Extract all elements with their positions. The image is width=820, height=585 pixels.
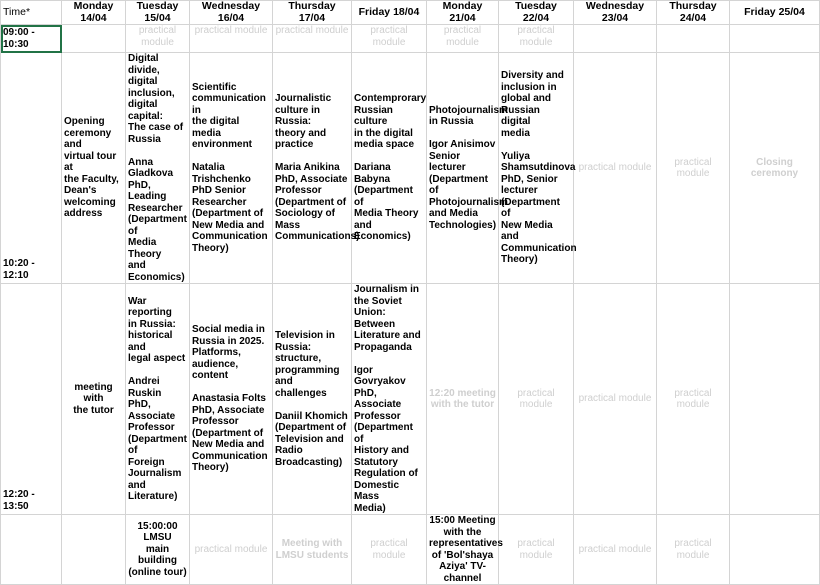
- schedule-cell[interactable]: [273, 515, 352, 585]
- cell-line: Diversity and: [501, 70, 564, 82]
- cell-line: environment: [192, 139, 253, 151]
- cell-line: Igor Govryakov: [354, 364, 406, 387]
- cell-line: Professor: [192, 416, 239, 428]
- cell-line: media: [501, 127, 530, 139]
- cell-line: PhD, Senior: [501, 173, 558, 185]
- time-cell[interactable]: 09:00 - 10:30: [1, 25, 62, 53]
- schedule-cell[interactable]: practical module: [499, 515, 574, 585]
- cell-line: lecturer: [501, 185, 538, 197]
- schedule-cell[interactable]: [126, 515, 190, 585]
- cell-line: PhD Senior: [192, 185, 246, 197]
- cell-line: Russia: [128, 133, 161, 145]
- cell-line: the digital media: [192, 116, 240, 139]
- cell-line: in Russia:: [128, 318, 176, 330]
- cell-line: theory and: [275, 127, 327, 139]
- schedule-cell[interactable]: practical module: [499, 284, 574, 515]
- cell-line: Anna Gladkova: [128, 156, 174, 179]
- schedule-cell[interactable]: practical module: [352, 515, 427, 585]
- cell-line: Literature and: [354, 330, 421, 341]
- cell-line: (Department of: [354, 185, 413, 208]
- cell-text: [354, 93, 427, 151]
- cell-line: Communication: [192, 231, 268, 243]
- cell-line: and Economics): [354, 219, 411, 243]
- cell-line: culture in Russia:: [275, 104, 321, 128]
- schedule-cell[interactable]: practical module: [190, 515, 273, 585]
- cell-line: Radio: [275, 445, 303, 456]
- cell-line: PhD, Associate: [192, 404, 265, 416]
- cell-line: PhD, Associate: [128, 399, 176, 422]
- schedule-row: [1, 515, 820, 585]
- cell-text: [501, 150, 577, 266]
- schedule-cell[interactable]: [273, 284, 352, 515]
- cell-line: Professor: [128, 422, 175, 433]
- cell-line: Meeting with: [281, 538, 343, 549]
- cell-text: [354, 284, 424, 353]
- cell-line: Theory): [501, 254, 538, 266]
- cell-line: (Department of: [128, 433, 187, 456]
- cell-line: Maria Anikina: [275, 162, 340, 174]
- cell-text: [128, 376, 187, 503]
- cell-line: Regulation of: [354, 468, 418, 479]
- cell-line: Researcher: [128, 202, 183, 214]
- cell-line: virtual tour at: [64, 150, 117, 174]
- cell-line: Dariana Babyna: [354, 162, 391, 185]
- cell-text: [275, 93, 349, 151]
- schedule-cell[interactable]: [730, 515, 820, 585]
- cell-line: Photojournalism: [429, 104, 508, 116]
- cell-line: and Literature): [128, 479, 178, 502]
- schedule-cell[interactable]: [730, 53, 820, 284]
- cell-line: Russian digital: [501, 104, 540, 128]
- schedule-cell[interactable]: [62, 515, 126, 585]
- cell-line: (Department of: [429, 173, 488, 197]
- cell-line: Union: Between: [354, 307, 396, 330]
- cell-line: Technologies): [429, 219, 497, 231]
- cell-line: PhD, Associate: [354, 387, 402, 410]
- cell-text: [192, 324, 270, 382]
- cell-line: inclusion in: [501, 81, 557, 93]
- day-header[interactable]: Thursday 17/04: [273, 1, 352, 25]
- cell-line: Shamsutdinova: [501, 162, 576, 174]
- cell-line: main building: [138, 543, 177, 567]
- cell-line: Professor: [354, 410, 401, 422]
- cell-line: channel: [443, 572, 482, 584]
- cell-line: digital: [128, 76, 158, 87]
- cell-line: Statutory: [354, 456, 398, 468]
- time-header[interactable]: Time*: [1, 1, 62, 25]
- cell-line: welcoming: [64, 196, 116, 208]
- day-header[interactable]: Monday 14/04: [62, 1, 126, 25]
- cell-line: Sociology of: [275, 208, 335, 220]
- schedule-cell[interactable]: [62, 25, 126, 53]
- cell-line: Igor Anisimov: [429, 139, 496, 151]
- cell-line: The case of: [128, 122, 184, 133]
- cell-line: (Department of: [275, 196, 347, 208]
- cell-line: (Department of: [128, 214, 187, 237]
- schedule-cell[interactable]: [574, 25, 657, 53]
- cell-line: the tutor: [73, 404, 114, 416]
- cell-text: [275, 411, 349, 469]
- schedule-cell[interactable]: [352, 53, 427, 284]
- cell-line: Yuliya: [501, 150, 530, 162]
- cell-line: the Soviet: [354, 295, 402, 307]
- schedule-cell[interactable]: [62, 284, 126, 515]
- cell-line: challenges: [275, 387, 327, 399]
- cell-line: Dean's: [64, 185, 97, 197]
- cell-line: Senior lecturer: [429, 150, 466, 174]
- cell-line: (Department of: [192, 427, 264, 439]
- cell-line: (Department of: [501, 196, 560, 220]
- day-header[interactable]: Wednesday 23/04: [574, 1, 657, 25]
- schedule-cell[interactable]: [427, 515, 503, 585]
- cell-line: Andrei Ruskin: [128, 376, 162, 399]
- day-header[interactable]: Thursday 24/04: [657, 1, 730, 25]
- cell-line: Propaganda: [354, 341, 412, 353]
- cell-line: New Media and: [192, 219, 265, 231]
- cell-line: New Media and: [192, 439, 265, 451]
- cell-line: PhD, Leading: [128, 179, 167, 202]
- schedule-cell[interactable]: [427, 53, 508, 284]
- cell-line: practice: [275, 139, 314, 151]
- cell-line: 15:00 Meeting: [429, 515, 496, 526]
- cell-line: History and: [354, 445, 410, 456]
- schedule-cell[interactable]: practical module: [574, 284, 657, 515]
- cell-line: Platforms,: [192, 347, 241, 359]
- header-row: [1, 1, 820, 25]
- cell-line: with the tutor: [430, 399, 495, 410]
- cell-line: in the digital: [354, 127, 413, 139]
- schedule-cell[interactable]: practical module: [352, 25, 427, 53]
- cell-line: and Media: [429, 208, 478, 220]
- cell-line: Aziya' TV-: [439, 561, 486, 572]
- cell-text: [128, 157, 187, 284]
- cell-line: Theory): [192, 242, 229, 254]
- cell-line: historical and: [128, 330, 173, 353]
- cell-line: Theory): [192, 462, 229, 474]
- schedule-cell[interactable]: practical module: [574, 53, 657, 284]
- cell-line: in Russia: [429, 116, 474, 128]
- cell-text: [429, 104, 508, 128]
- cell-line: Anastasia Folts: [192, 393, 266, 405]
- schedule-cell[interactable]: [273, 53, 360, 284]
- cell-line: communication in: [192, 93, 266, 116]
- cell-line: (Department of: [275, 422, 347, 433]
- cell-line: Daniil Khomich: [275, 410, 348, 422]
- cell-line: 12:20 meeting: [429, 387, 496, 399]
- cell-line: Social media in: [192, 324, 265, 336]
- schedule-cell[interactable]: practical module: [499, 25, 574, 53]
- cell-text: [732, 157, 817, 180]
- cell-line: Media Theory: [128, 237, 162, 260]
- cell-line: Russia: structure,: [275, 341, 322, 364]
- schedule-cell[interactable]: [499, 53, 577, 284]
- cell-line: Journalistic: [275, 93, 332, 105]
- day-header[interactable]: Monday 21/04: [427, 1, 499, 25]
- cell-line: New Media and: [501, 219, 553, 243]
- schedule-cell[interactable]: practical module: [273, 25, 352, 53]
- cell-text: [501, 70, 571, 139]
- cell-line: Natalia: [192, 162, 225, 174]
- cell-line: Domestic Mass: [354, 479, 400, 502]
- cell-line: inclusion,: [128, 87, 175, 99]
- cell-line: Economics): [128, 271, 185, 283]
- cell-line: 15:00:00 LMSU: [137, 520, 178, 544]
- cell-line: War reporting: [128, 295, 172, 318]
- cell-text: [275, 162, 360, 243]
- cell-line: Scientific: [192, 81, 237, 93]
- cell-line: Communication: [501, 242, 577, 254]
- schedule-row: [1, 25, 820, 53]
- cell-text: [275, 330, 349, 399]
- schedule-cell[interactable]: [190, 53, 273, 284]
- schedule-cell[interactable]: [190, 284, 273, 515]
- cell-text: [429, 388, 496, 411]
- day-header[interactable]: Tuesday 15/04: [126, 1, 190, 25]
- day-header[interactable]: Friday 25/04: [730, 1, 820, 25]
- cell-line: ceremony: [750, 168, 799, 179]
- cell-line: media space: [354, 139, 415, 151]
- cell-text: [429, 515, 503, 584]
- cell-text: [192, 162, 270, 254]
- time-cell[interactable]: 12:20 - 13:50: [1, 284, 62, 515]
- cell-text: [128, 521, 187, 579]
- cell-line: the Faculty,: [64, 173, 119, 185]
- cell-line: Russia in 2025.: [192, 335, 265, 347]
- cell-line: Mass: [275, 219, 301, 231]
- schedule-row: [1, 284, 820, 515]
- cell-line: Closing: [756, 156, 793, 168]
- schedule-cell[interactable]: practical module: [427, 25, 499, 53]
- cell-line: Photojournalism: [429, 196, 508, 208]
- schedule-cell[interactable]: [657, 25, 730, 53]
- cell-text: [192, 393, 270, 474]
- cell-line: (online tour): [128, 566, 187, 578]
- cell-line: of 'Bol'shaya: [431, 549, 494, 561]
- cell-line: Contemprorary: [354, 93, 427, 105]
- schedule-cell[interactable]: practical module: [657, 53, 730, 284]
- schedule-cell[interactable]: [126, 53, 190, 284]
- schedule-row: [1, 53, 820, 284]
- schedule-cell[interactable]: practical module: [657, 515, 730, 585]
- cell-line: LMSU students: [275, 549, 349, 561]
- cell-line: Television and: [275, 433, 344, 445]
- cell-line: Media): [354, 502, 386, 514]
- cell-line: Opening: [64, 116, 105, 128]
- schedule-cell[interactable]: practical module: [126, 25, 190, 53]
- cell-text: [128, 296, 187, 365]
- cell-line: PhD, Associate: [275, 173, 348, 185]
- cell-line: Communications): [275, 231, 360, 243]
- cell-text: [354, 162, 424, 243]
- schedule-cell[interactable]: [730, 25, 820, 53]
- day-header[interactable]: Friday 18/04: [352, 1, 427, 25]
- cell-line: Journalism: [128, 468, 182, 479]
- cell-line: Foreign: [128, 456, 165, 468]
- cell-line: with the: [443, 526, 482, 538]
- cell-text: [64, 116, 123, 220]
- cell-line: Communication: [192, 450, 268, 462]
- cell-line: Media Theory: [354, 208, 419, 220]
- schedule-cell[interactable]: practical module: [190, 25, 273, 53]
- cell-line: legal aspect: [128, 353, 186, 364]
- cell-line: Russian culture: [354, 104, 393, 128]
- cell-line: digital capital:: [128, 99, 164, 122]
- schedule-cell[interactable]: [62, 53, 126, 284]
- day-header[interactable]: Tuesday 22/04: [499, 1, 574, 25]
- cell-line: Digital divide,: [128, 53, 160, 76]
- day-header[interactable]: Wednesday 16/04: [190, 1, 273, 25]
- cell-line: Professor: [275, 185, 322, 197]
- cell-line: Broadcasting): [275, 456, 343, 468]
- cell-text: [275, 538, 349, 561]
- cell-text: [64, 382, 123, 417]
- schedule-cell[interactable]: practical module: [657, 284, 730, 515]
- cell-line: global and: [501, 93, 551, 105]
- cell-line: Journalism in: [354, 284, 420, 295]
- cell-line: programming and: [275, 364, 340, 387]
- schedule-cell[interactable]: [427, 284, 499, 515]
- schedule-cell[interactable]: practical module: [574, 515, 657, 585]
- cell-line: Television in: [275, 330, 335, 341]
- schedule-cell[interactable]: [352, 284, 427, 515]
- schedule-cell[interactable]: [126, 284, 190, 515]
- cell-line: (Department of: [354, 422, 413, 445]
- cell-line: ceremony and: [64, 127, 112, 151]
- cell-line: and: [128, 260, 146, 271]
- cell-text: [429, 139, 508, 231]
- time-cell[interactable]: [1, 515, 62, 585]
- time-cell[interactable]: 10:20 - 12:10: [1, 53, 62, 284]
- cell-text: [354, 365, 424, 515]
- schedule-cell[interactable]: [730, 284, 820, 515]
- cell-line: (Department of: [192, 208, 264, 220]
- cell-line: Trishchenko: [192, 173, 251, 185]
- cell-text: [192, 82, 270, 151]
- cell-line: audience, content: [192, 358, 239, 382]
- cell-line: Researcher: [192, 196, 247, 208]
- cell-line: representatives: [429, 538, 503, 549]
- cell-text: [128, 53, 187, 145]
- cell-line: address: [64, 208, 103, 220]
- cell-line: meeting with: [74, 381, 113, 405]
